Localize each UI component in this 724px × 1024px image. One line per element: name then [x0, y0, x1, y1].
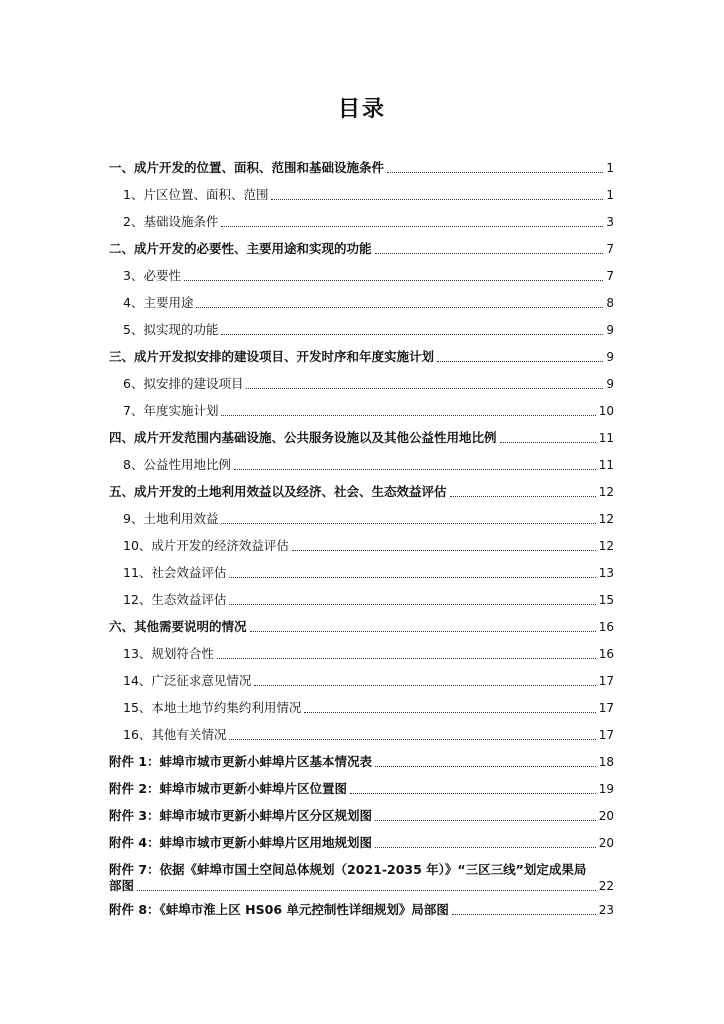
toc-entry-10[interactable] — [123, 536, 614, 556]
toc-entry-section-4[interactable] — [109, 428, 614, 448]
toc-entry-text: 12、生态效益评估 — [123, 592, 227, 607]
toc-entry-text: 附件 3：蚌埠市城市更新小蚌埠片区分区规划图 — [109, 808, 373, 823]
toc-entry-16[interactable] — [123, 725, 614, 745]
toc-entry-14[interactable] — [123, 671, 614, 691]
dot-leader — [229, 738, 595, 740]
toc-entry-attachment-1[interactable] — [109, 752, 614, 772]
toc-entry-attachment-2[interactable] — [109, 779, 614, 799]
toc-entry-page: 8 — [606, 296, 614, 310]
toc-entry-text: 8、公益性用地比例 — [123, 457, 231, 472]
toc-entry-page: 12 — [598, 512, 614, 526]
toc-entry-text: 10、成片开发的经济效益评估 — [123, 538, 289, 553]
toc-entry-text: 14、广泛征求意见情况 — [123, 673, 252, 688]
toc-entry-attachment-3[interactable] — [109, 806, 614, 826]
toc-entry-page: 13 — [598, 566, 614, 580]
dot-leader — [184, 279, 603, 281]
toc-entry-page: 3 — [606, 215, 614, 229]
toc-entry-page: 7 — [606, 242, 614, 256]
dot-leader — [246, 387, 603, 389]
dot-leader — [292, 549, 596, 551]
toc-entry-text: 部图 — [109, 878, 135, 893]
toc-entry-attachment-8[interactable] — [109, 900, 614, 920]
toc-entry-page: 18 — [598, 755, 614, 769]
toc-entry-attachment-4[interactable] — [109, 833, 614, 853]
toc-entry-text: 二、成片开发的必要性、主要用途和实现的功能 — [109, 241, 372, 256]
dot-leader — [221, 522, 595, 524]
toc-entry-text: 11、社会效益评估 — [123, 565, 227, 580]
toc-entry-page: 16 — [598, 620, 614, 634]
toc-entry-text: 附件 2：蚌埠市城市更新小蚌埠片区位置图 — [109, 781, 348, 796]
toc-entry-text: 六、其他需要说明的情况 — [109, 619, 247, 634]
toc-entry-page: 11 — [598, 431, 614, 445]
toc-entry-1[interactable] — [123, 185, 614, 205]
toc-entry-page: 11 — [598, 458, 614, 472]
toc-entry-section-5[interactable] — [109, 482, 614, 502]
toc-entry-text: 5、拟实现的功能 — [123, 322, 219, 337]
toc-entry-3[interactable] — [123, 266, 614, 286]
toc-entry-text: 1、片区位置、面积、范围 — [123, 187, 269, 202]
dot-leader — [375, 846, 596, 848]
toc-entry-text: 3、必要性 — [123, 268, 181, 283]
dot-leader — [375, 765, 596, 767]
toc-entry-page: 12 — [598, 485, 614, 499]
dot-leader — [271, 198, 603, 200]
dot-leader — [221, 414, 595, 416]
dot-leader — [250, 630, 596, 632]
dot-leader — [229, 603, 595, 605]
dot-leader — [221, 333, 603, 335]
toc-entry-page: 10 — [598, 404, 614, 418]
dot-leader — [217, 657, 596, 659]
dot-leader — [254, 684, 595, 686]
toc-entry-text: 三、成片开发拟安排的建设项目、开发时序和年度实施计划 — [109, 349, 435, 364]
toc-entry-page: 20 — [598, 809, 614, 823]
toc-entry-13[interactable] — [123, 644, 614, 664]
toc-entry-text: 附件 1：蚌埠市城市更新小蚌埠片区基本情况表 — [109, 754, 373, 769]
toc-entry-text: 一、成片开发的位置、面积、范围和基础设施条件 — [109, 160, 385, 175]
dot-leader — [196, 306, 603, 308]
toc-entry-page: 22 — [598, 879, 614, 893]
dot-leader — [375, 819, 596, 821]
toc-entry-section-2[interactable] — [109, 239, 614, 259]
toc-entry-text: 4、主要用途 — [123, 295, 194, 310]
toc-entry-text: 15、本地土地节约集约利用情况 — [123, 700, 302, 715]
toc-entry-section-3[interactable] — [109, 347, 614, 367]
toc-entry-9[interactable] — [123, 509, 614, 529]
toc-entry-page: 12 — [598, 539, 614, 553]
toc-entry-text: 附件 8：《蚌埠市淮上区 HS06 单元控制性详细规划》局部图 — [109, 902, 449, 917]
toc-entry-4[interactable] — [123, 293, 614, 313]
dot-leader — [437, 360, 603, 362]
dot-leader — [375, 252, 604, 254]
toc-entry-page: 19 — [598, 782, 614, 796]
toc-entry-2[interactable] — [123, 212, 614, 232]
toc-entry-page: 23 — [598, 903, 614, 917]
toc-entry-text: 7、年度实施计划 — [123, 403, 219, 418]
toc-entry-text: 四、成片开发范围内基础设施、公共服务设施以及其他公益性用地比例 — [109, 430, 497, 445]
dot-leader — [387, 171, 603, 173]
page-title: 目录 — [337, 97, 386, 122]
toc-entry-page: 1 — [606, 161, 614, 175]
toc-entry-page: 17 — [598, 701, 614, 715]
toc-entry-text: 附件 4：蚌埠市城市更新小蚌埠片区用地规划图 — [109, 835, 373, 850]
dot-leader — [500, 441, 596, 443]
toc-entry-text: 9、土地利用效益 — [123, 511, 219, 526]
toc-entry-text: 附件 7：依据《蚌埠市国土空间总体规划（2021-2035 年）》“三区三线”划定成果局 — [109, 862, 587, 877]
toc-entry-6[interactable] — [123, 374, 614, 394]
dot-leader — [350, 792, 596, 794]
toc-entry-11[interactable] — [123, 563, 614, 583]
dot-leader — [304, 711, 595, 713]
toc-entry-section-6[interactable] — [109, 617, 614, 637]
toc-entry-page: 9 — [606, 350, 614, 364]
dot-leader — [452, 913, 596, 915]
toc-entry-page: 9 — [606, 377, 614, 391]
toc-entry-text: 6、拟安排的建设项目 — [123, 376, 244, 391]
dot-leader — [450, 495, 596, 497]
toc-entry-page: 9 — [606, 323, 614, 337]
toc-entry-attachment-7-line-2[interactable] — [109, 876, 614, 896]
toc-entry-page: 1 — [606, 188, 614, 202]
toc-entry-text: 五、成片开发的土地利用效益以及经济、社会、生态效益评估 — [109, 484, 447, 499]
toc-entry-7[interactable] — [123, 401, 614, 421]
toc-entry-text: 13、规划符合性 — [123, 646, 214, 661]
toc-entry-text: 2、基础设施条件 — [123, 214, 219, 229]
dot-leader — [229, 576, 595, 578]
toc-entry-page: 20 — [598, 836, 614, 850]
toc-entry-5[interactable] — [123, 320, 614, 340]
toc-entry-text: 16、其他有关情况 — [123, 727, 227, 742]
toc-entry-8[interactable] — [123, 455, 614, 475]
toc-entry-page: 16 — [598, 647, 614, 661]
dot-leader — [234, 468, 596, 470]
dot-leader — [221, 225, 603, 227]
toc-entry-section-1[interactable] — [109, 158, 614, 178]
dot-leader — [137, 889, 596, 891]
toc-entry-page: 7 — [606, 269, 614, 283]
toc-entry-12[interactable] — [123, 590, 614, 610]
toc-entry-page: 17 — [598, 728, 614, 742]
toc-entry-page: 17 — [598, 674, 614, 688]
toc-entry-15[interactable] — [123, 698, 614, 718]
toc-entry-page: 15 — [598, 593, 614, 607]
